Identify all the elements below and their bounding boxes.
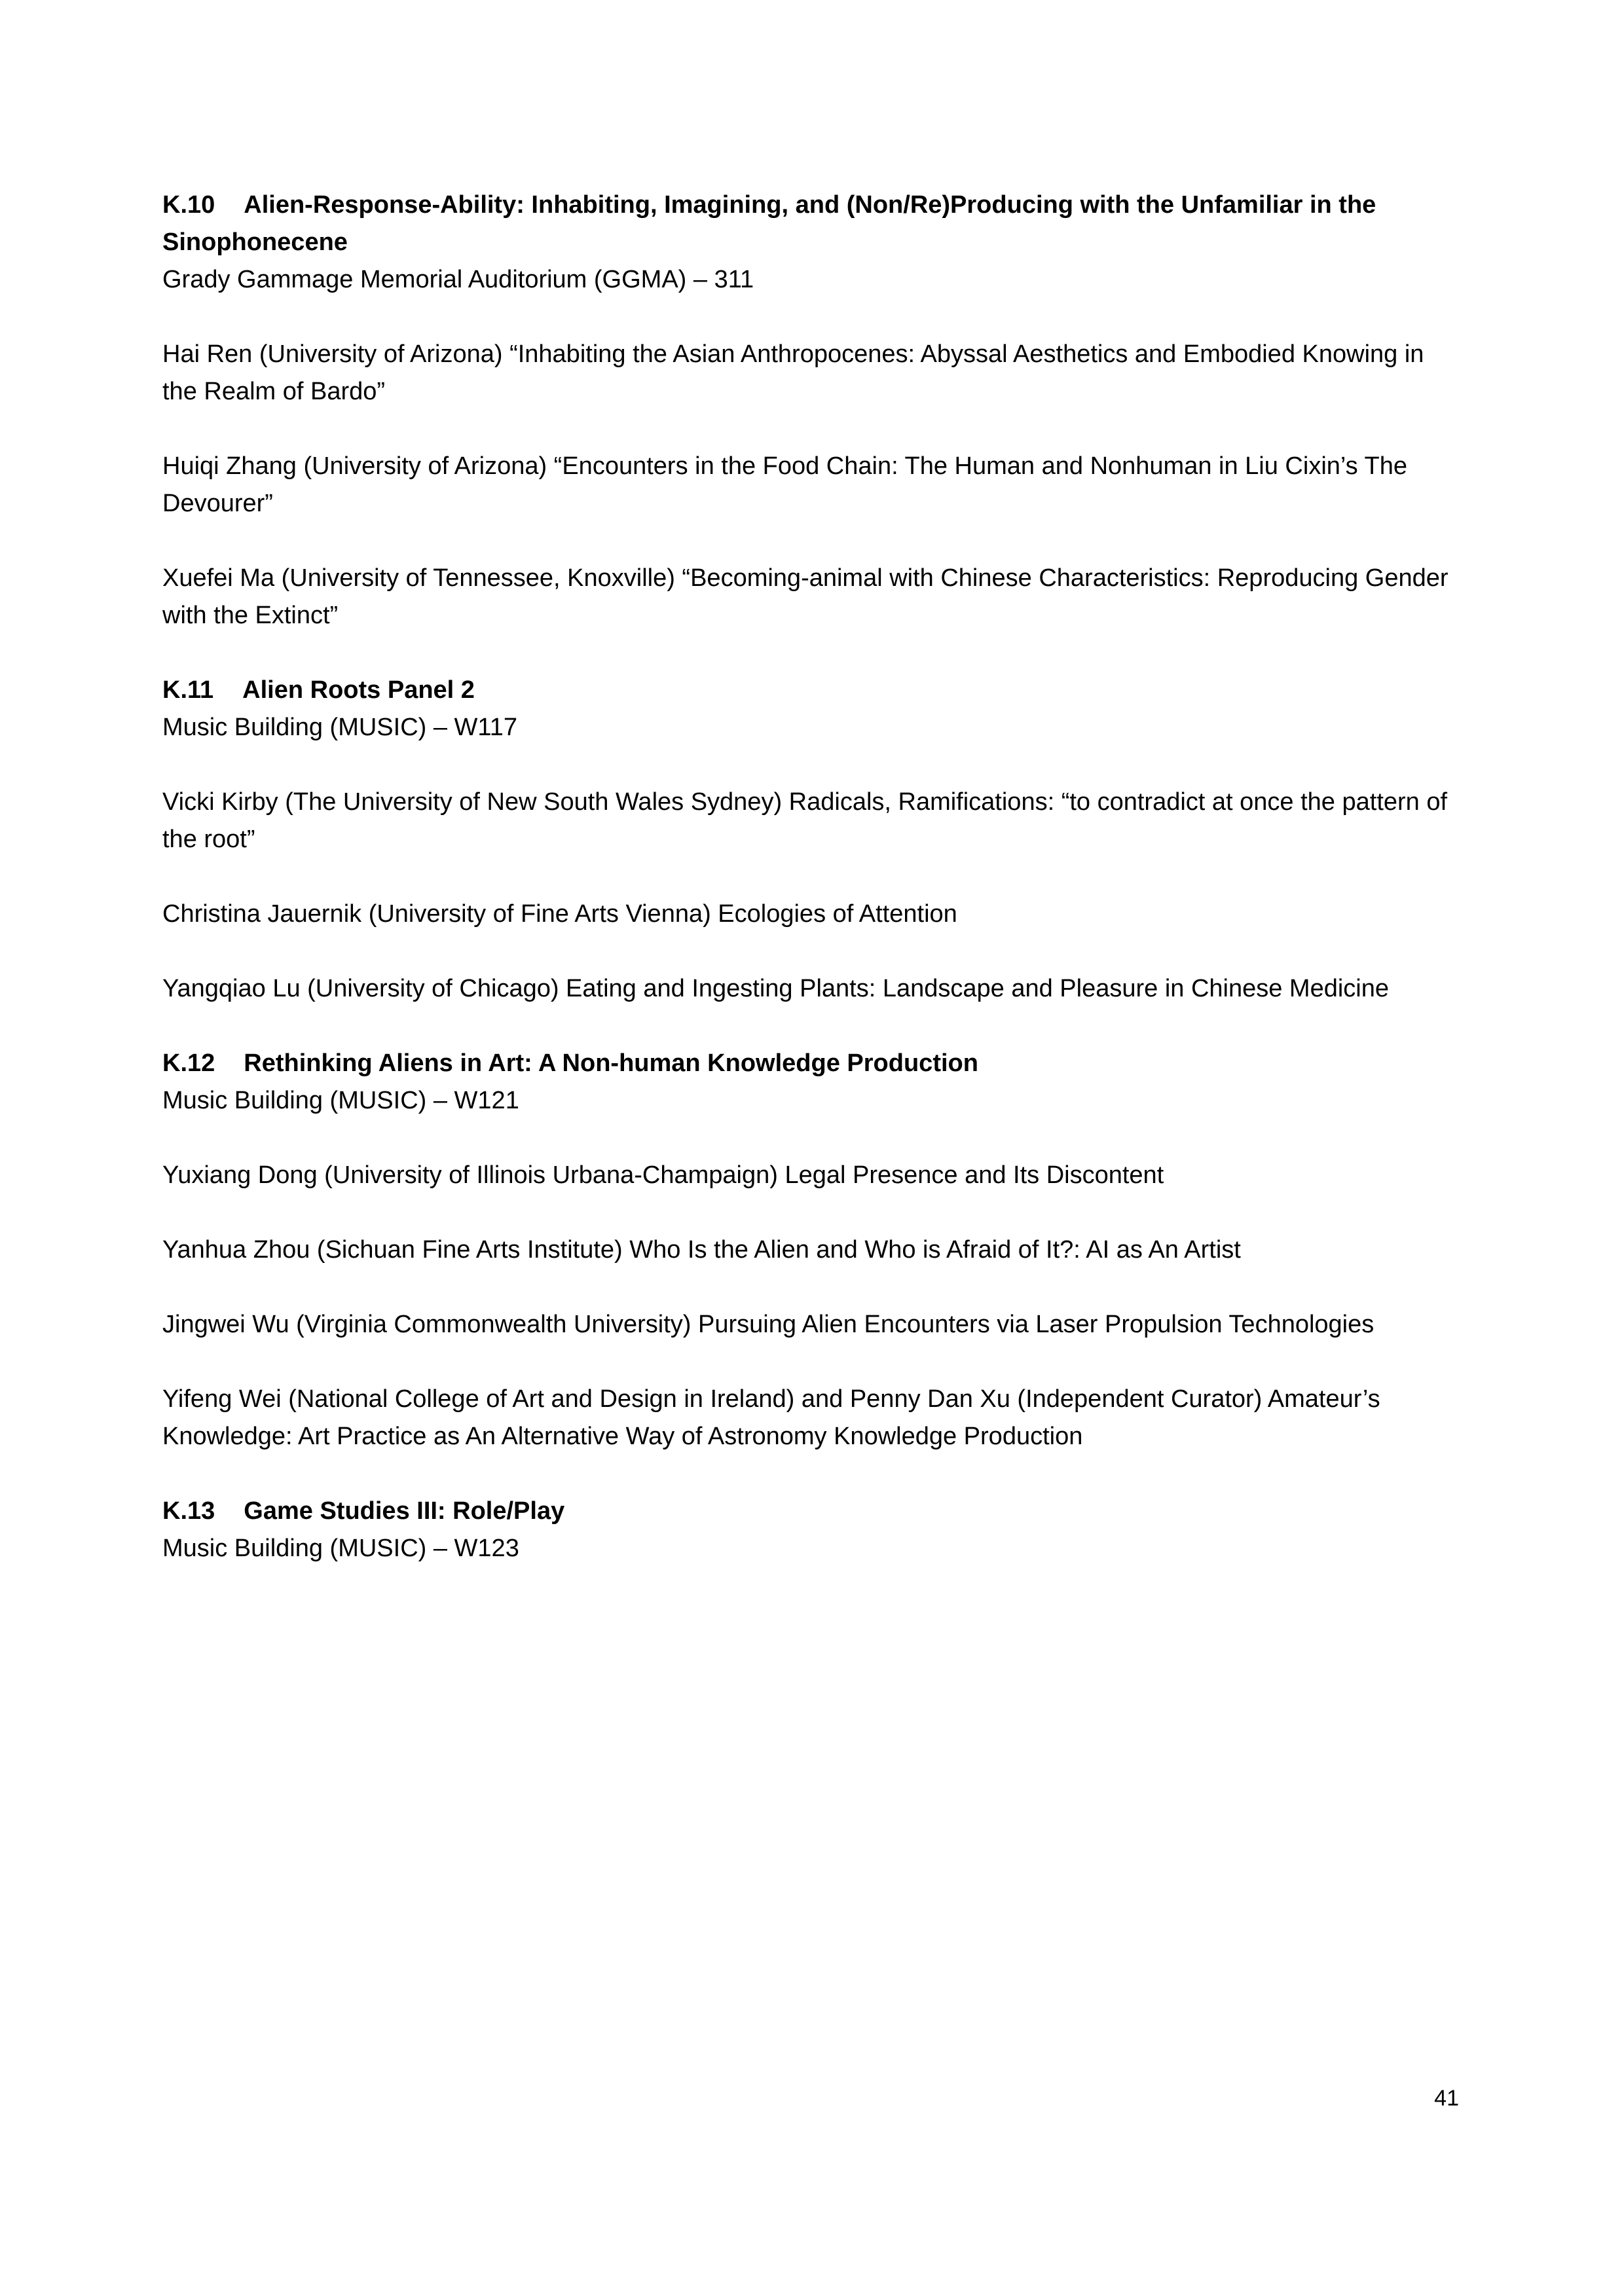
presentation-item: Huiqi Zhang (University of Arizona) “Encounters in the Food Chain: The Human and Nonhuman in Liu Cixin’s The Devourer” xyxy=(162,452,1408,517)
session-title: Game Studies III: Role/Play xyxy=(244,1497,565,1525)
session-block-k11 xyxy=(162,672,1462,1008)
presentation-item: Jingwei Wu (Virginia Commonwealth University) Pursuing Alien Encounters via Laser Propulsion Technologies xyxy=(162,1311,1375,1338)
presentation-item: Yangqiao Lu (University of Chicago) Eating and Ingesting Plants: Landscape and Pleasure in Chinese Medicine xyxy=(162,975,1390,1002)
session-title: Rethinking Aliens in Art: A Non-human Knowledge Production xyxy=(244,1049,978,1077)
session-code: K.11 xyxy=(162,676,214,704)
session-title: Alien Roots Panel 2 xyxy=(242,676,475,704)
session-location: Music Building (MUSIC) – W117 xyxy=(162,714,518,741)
presentation-item: Yanhua Zhou (Sichuan Fine Arts Institute) Who Is the Alien and Who is Afraid of It?: AI as An Artist xyxy=(162,1236,1241,1264)
session-header xyxy=(162,1493,1462,1530)
session-code: K.13 xyxy=(162,1497,215,1525)
session-code: K.12 xyxy=(162,1049,215,1077)
presentation-item: Vicki Kirby (The University of New South Wales Sydney) Radicals, Ramifications: “to contradict at once the pattern of the root” xyxy=(162,788,1448,853)
page-number: 41 xyxy=(1434,2086,1459,2111)
session-code: K.10 xyxy=(162,191,215,219)
presentation-item: Xuefei Ma (University of Tennessee, Knoxville) “Becoming-animal with Chinese Characteristics: Reproducing Gender with the Extinct” xyxy=(162,564,1449,629)
presentation-item: Christina Jauernik (University of Fine Arts Vienna) Ecologies of Attention xyxy=(162,900,957,928)
presentation-item: Yifeng Wei (National College of Art and Design in Ireland) and Penny Dan Xu (Independent Curator) Amateur’s Knowledge: Art Practice as An Alternative Way of Astronomy Knowledge Production xyxy=(162,1385,1380,1450)
session-location: Music Building (MUSIC) – W123 xyxy=(162,1535,519,1562)
session-block-k13 xyxy=(162,1493,1462,1567)
page-content xyxy=(162,187,1462,1567)
session-block-k12 xyxy=(162,1045,1462,1455)
session-title: Alien-Response-Ability: Inhabiting, Imagining, and (Non/Re)Producing with the Unfamiliar in the Sinophonecene xyxy=(162,191,1376,256)
session-header xyxy=(162,672,1462,709)
session-header xyxy=(162,187,1462,261)
presentation-item: Hai Ren (University of Arizona) “Inhabiting the Asian Anthropocenes: Abyssal Aesthetics and Embodied Knowing in the Realm of Bardo” xyxy=(162,340,1424,405)
session-header xyxy=(162,1045,1462,1082)
session-location: Music Building (MUSIC) – W121 xyxy=(162,1087,519,1114)
session-block-k10 xyxy=(162,187,1462,634)
session-location: Grady Gammage Memorial Auditorium (GGMA) – 311 xyxy=(162,266,754,293)
presentation-item: Yuxiang Dong (University of Illinois Urbana-Champaign) Legal Presence and Its Discontent xyxy=(162,1161,1164,1189)
